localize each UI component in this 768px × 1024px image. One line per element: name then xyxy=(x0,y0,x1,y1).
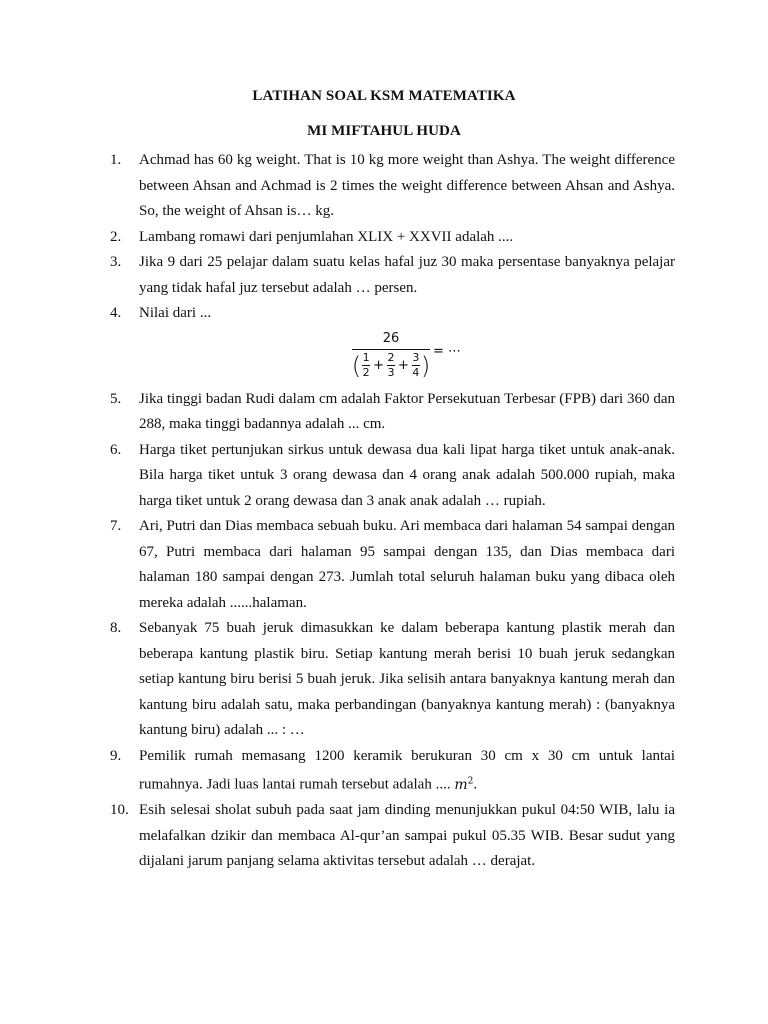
sub-fraction-numerator: 1 xyxy=(362,351,370,364)
fraction-bar xyxy=(352,349,430,350)
math-formula xyxy=(139,329,675,387)
document-title: LATIHAN SOAL KSM MATEMATIKA xyxy=(252,88,516,104)
question-text: Esih selesai sholat subuh pada saat jam dinding menunjukkan pukul 04:50 WIB, lalu ia melafalkan dzikir dan membaca Al-qur’an sampai pukul 05.35 WIB. Besar sudut yang dijalani jarum panjang selama aktivitas tersebut adalah … derajat. xyxy=(139,802,675,870)
question-text: Nilai dari ... xyxy=(139,305,212,321)
question-text: Achmad has 60 kg weight. That is 10 kg more weight than Ashya. The weight difference between Ahsan and Achmad is 2 times the weight difference between Ahsan and Ashya. So, the weight of Ahsan is… kg. xyxy=(139,152,675,219)
question-list xyxy=(110,148,675,875)
question-item xyxy=(110,514,675,616)
question-text: Sebanyak 75 buah jeruk dimasukkan ke dalam beberapa kantung plastik merah dan beberapa kantung plastik biru. Setiap kantung merah berisi 10 buah jeruk sedangkan setiap kantung biru berisi 5 buah jeruk. Jika selisih antara banyaknya kantung merah dan kantung biru adalah satu, maka perbandingan (banyaknya kantung merah) : (banyaknya kantung biru) adalah ... : … xyxy=(139,620,675,738)
question-number: 5. xyxy=(110,390,122,407)
area-unit xyxy=(454,777,473,793)
sub-fraction-numerator: 2 xyxy=(387,351,395,364)
sub-fraction-numerator: 3 xyxy=(412,351,420,364)
question-text: Lambang romawi dari penjumlahan XLIX + XXVII adalah .... xyxy=(139,228,514,245)
question-item xyxy=(110,744,675,799)
document-subtitle: MI MIFTAHUL HUDA xyxy=(307,123,461,139)
question-text-wrapper xyxy=(139,744,675,799)
sub-fraction xyxy=(387,352,395,379)
sub-fraction-denominator: 4 xyxy=(412,366,420,379)
question-number: 2. xyxy=(110,228,122,245)
question-item xyxy=(110,798,675,875)
plus-sign: + xyxy=(398,357,409,373)
unit-suffix: . xyxy=(473,776,478,793)
fraction-denominator xyxy=(352,351,430,381)
sub-fraction xyxy=(362,352,370,379)
fraction xyxy=(352,331,430,381)
question-text: Pemilik rumah memasang 1200 keramik berukuran 30 cm x 30 cm untuk lantai rumahnya. Jadi luas lantai rumah tersebut adalah .... xyxy=(139,747,675,793)
question-text: Jika tinggi badan Rudi dalam cm adalah Faktor Persekutuan Terbesar (FPB) dari 360 dan 288, maka tinggi badannya adalah ... cm. xyxy=(139,390,675,432)
question-item xyxy=(110,301,675,387)
close-parenthesis: ) xyxy=(420,351,431,380)
sub-fraction xyxy=(412,352,420,379)
question-number: 10. xyxy=(110,802,129,819)
question-text: Jika 9 dari 25 pelajar dalam suatu kelas hafal juz 30 maka persentase banyaknya pelajar yang tidak hafal juz tersebut adalah … persen. xyxy=(139,254,675,296)
question-text: Harga tiket pertunjukan sirkus untuk dewasa dua kali lipat harga tiket untuk anak-anak. Bila harga tiket untuk 3 orang dewasa dan 4 orang anak adalah 500.000 rupiah, maka harga tiket untuk 2 orang dewasa dan 3 anak anak adalah … rupiah. xyxy=(139,441,675,509)
question-text: Ari, Putri dan Dias membaca sebuah buku. Ari membaca dari halaman 54 sampai dengan 67, Putri membaca dari halaman 95 sampai dengan 135, dan Dias membaca dari halaman 180 sampai dengan 273. Jumlah total seluruh halaman buku yang dibaca oleh mereka adalah ......halaman. xyxy=(139,518,675,611)
question-item xyxy=(110,250,675,301)
sub-fraction-denominator: 3 xyxy=(387,366,395,379)
question-item xyxy=(110,225,675,251)
question-number: 6. xyxy=(110,441,122,458)
open-parenthesis: ( xyxy=(351,351,362,380)
question-number: 9. xyxy=(110,747,122,764)
question-number: 1. xyxy=(110,152,122,168)
question-item xyxy=(110,148,675,225)
sub-fraction-denominator: 2 xyxy=(362,366,370,379)
question-number: 4. xyxy=(110,305,122,321)
question-number: 7. xyxy=(110,518,122,534)
plus-sign: + xyxy=(373,357,384,373)
question-number: 8. xyxy=(110,620,122,636)
fraction-numerator: 26 xyxy=(382,330,400,346)
unit-base: m xyxy=(454,776,468,793)
question-item xyxy=(110,438,675,515)
question-number: 3. xyxy=(110,254,122,270)
unit-exponent: 2 xyxy=(467,776,474,786)
question-item xyxy=(110,616,675,744)
equals-ellipsis: = ⋯ xyxy=(433,343,462,359)
question-item xyxy=(110,387,675,438)
